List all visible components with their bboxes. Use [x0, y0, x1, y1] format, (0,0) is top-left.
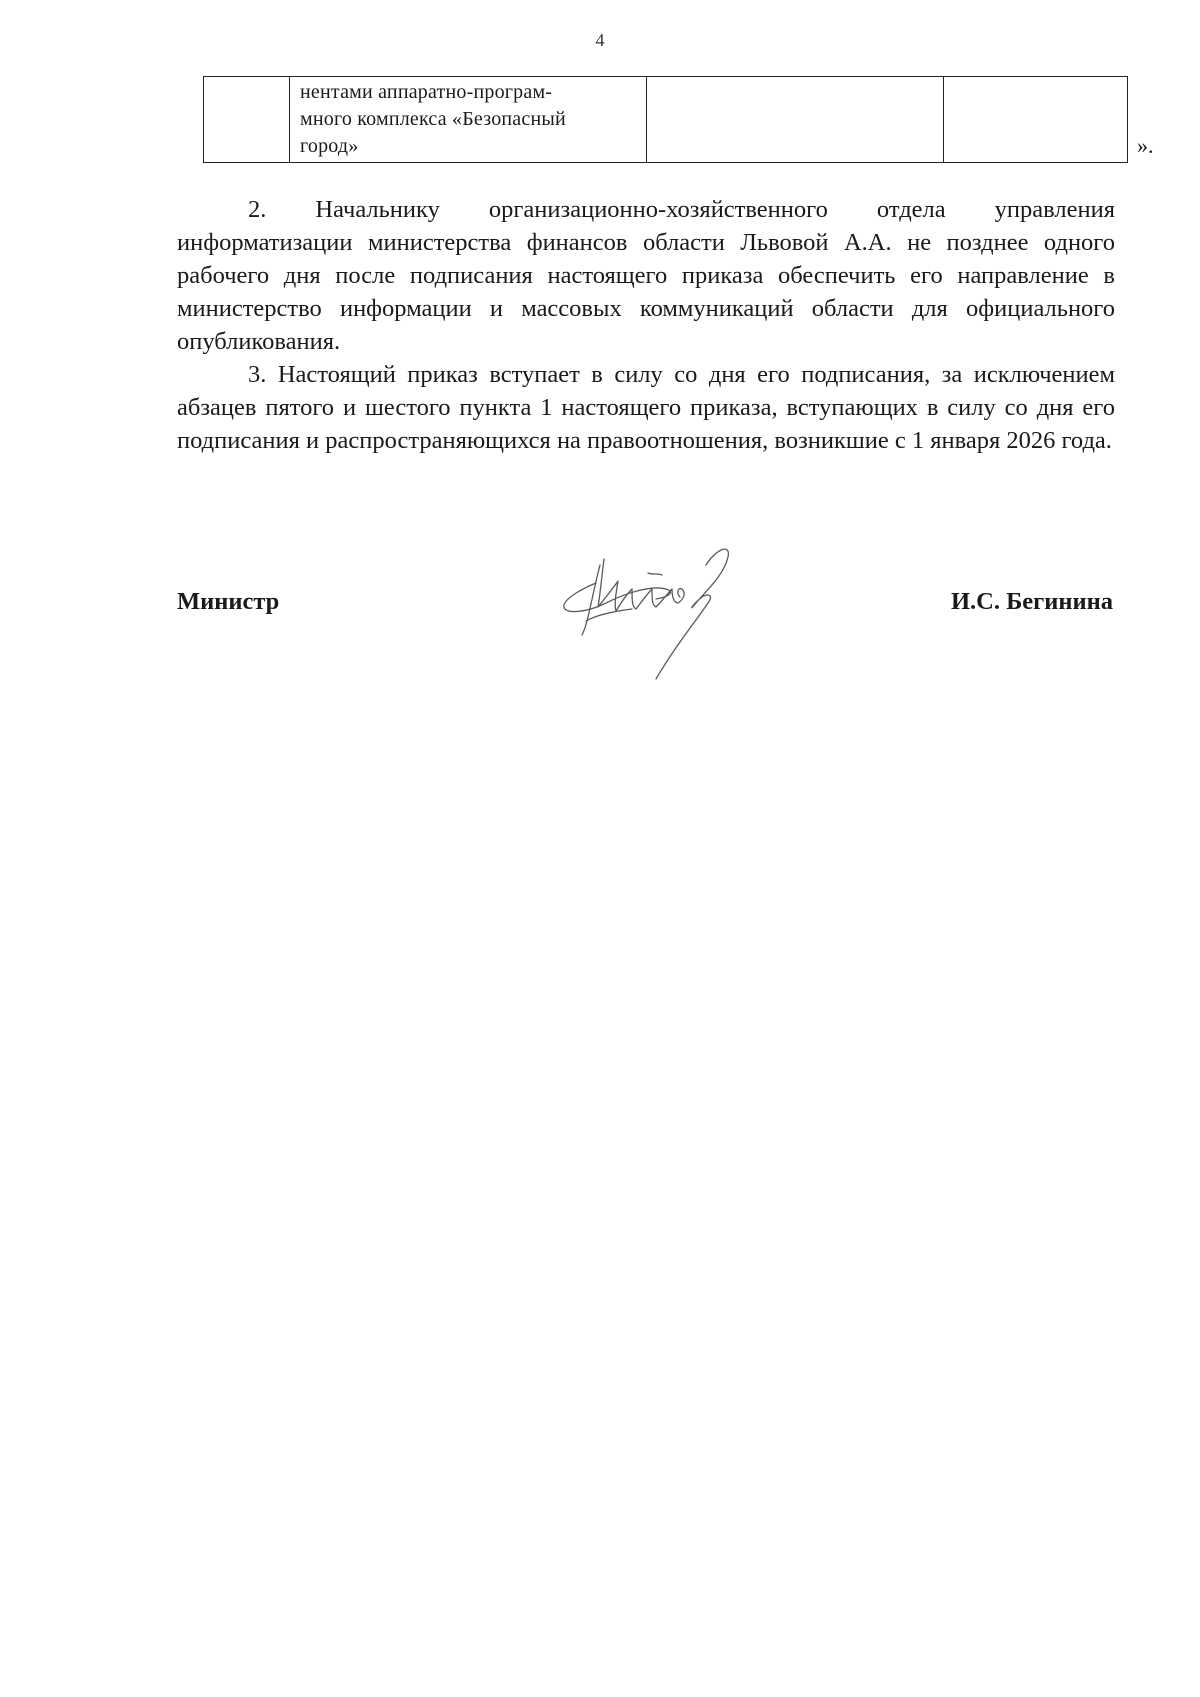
table-cell-number [204, 77, 290, 163]
table-row [204, 77, 1128, 163]
document-body [177, 193, 1115, 457]
handwritten-signature [556, 545, 756, 685]
signatory-name: И.С. Бегинина [950, 588, 1113, 615]
paragraph-3: 3. Настоящий приказ вступает в силу со дня его подписания, за исключением абзацев пятого и шестого пункта 1 настоящего приказа, вступающих в силу со дня его подписания и распространяющихся на правоотношения, возникшие с 1 января 2026 года. [177, 361, 1115, 454]
table-cell-description-text: нентами аппаратно-програм- много комплекса «Безопасный город» [300, 81, 566, 157]
page-number: 4 [595, 30, 605, 50]
closing-quote: ». [1137, 133, 1154, 158]
continuation-table [203, 76, 1128, 163]
signatory-position: Министр [177, 588, 280, 615]
paragraph-2: 2. Начальнику организационно-хозяйственного отдела управления информатизации министерства финансов области Львовой А.А. не позднее одного рабочего дня после подписания настоящего приказа обеспечить его направление в министерство информации и массовых коммуникаций области для официального опубликования. [177, 196, 1115, 355]
table-cell-col3 [647, 77, 944, 163]
table-cell-description [290, 77, 647, 163]
table-cell-col4 [944, 77, 1128, 163]
